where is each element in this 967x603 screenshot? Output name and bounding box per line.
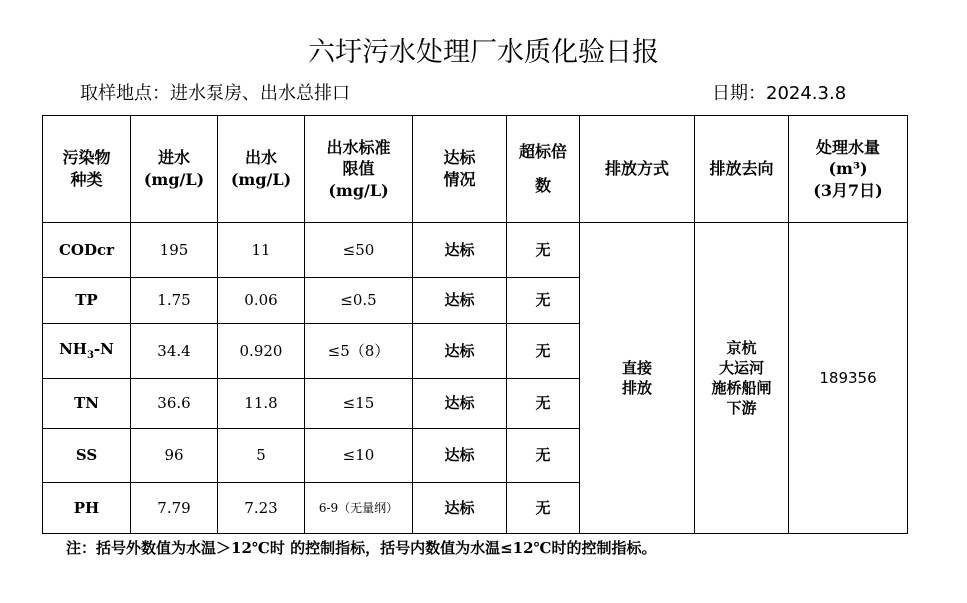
effluent-cell: 11.8 [218,379,305,429]
effluent-cell: 5 [218,429,305,483]
status-cell: 达标 [413,324,507,379]
pollutant-cell: TN [43,379,131,429]
standard-cell: 6-9（无量纲） [305,483,413,534]
standard-cell: ≤5（8） [305,324,413,379]
header-pollutant: 污染物 种类 [43,116,131,223]
effluent-cell: 7.23 [218,483,305,534]
water-quality-table [42,115,908,534]
header-destination: 排放去向 [695,116,789,223]
effluent-cell: 0.06 [218,278,305,324]
header-method: 排放方式 [580,116,695,223]
influent-cell: 36.6 [131,379,218,429]
discharge-method-cell: 直接 排放 [580,223,695,534]
footnote: 注：括号外数值为水温＞12℃时 的控制指标，括号内数值为水温≤12℃时的控制指标。 [66,539,657,557]
exceed-cell: 无 [507,278,580,324]
pollutant-cell: SS [43,429,131,483]
table-row [43,223,908,278]
influent-cell: 7.79 [131,483,218,534]
header-status: 达标 情况 [413,116,507,223]
treated-volume-cell: 189356 [789,223,908,534]
exceed-cell: 无 [507,324,580,379]
pollutant-cell: PH [43,483,131,534]
pollutant-cell: TP [43,278,131,324]
standard-cell: ≤50 [305,223,413,278]
effluent-cell: 11 [218,223,305,278]
report-date: 日期：2024.3.8 [712,83,847,104]
status-cell: 达标 [413,223,507,278]
header-standard: 出水标准 限值 (mg/L) [305,116,413,223]
pollutant-cell: CODcr [43,223,131,278]
header-volume: 处理水量 (m³) (3月7日) [789,116,908,223]
influent-cell: 195 [131,223,218,278]
discharge-destination-cell: 京杭 大运河 施桥船闸 下游 [695,223,789,534]
influent-cell: 1.75 [131,278,218,324]
header-effluent: 出水 (mg/L) [218,116,305,223]
pollutant-cell: $NH_3-N$ [43,324,131,379]
exceed-cell: 无 [507,429,580,483]
influent-cell: 34.4 [131,324,218,379]
exceed-cell: 无 [507,379,580,429]
exceed-cell: 无 [507,483,580,534]
header-influent: 进水 (mg/L) [131,116,218,223]
status-cell: 达标 [413,429,507,483]
report-title: 六圩污水处理厂水质化验日报 [308,37,659,68]
status-cell: 达标 [413,278,507,324]
header-exceed: 超标倍 数 [507,116,580,223]
standard-cell: ≤15 [305,379,413,429]
status-cell: 达标 [413,483,507,534]
standard-cell: ≤0.5 [305,278,413,324]
influent-cell: 96 [131,429,218,483]
table-header-row [43,116,908,223]
status-cell: 达标 [413,379,507,429]
sampling-location: 取样地点：进水泵房、出水总排口 [80,83,350,104]
exceed-cell: 无 [507,223,580,278]
effluent-cell: 0.920 [218,324,305,379]
standard-cell: ≤10 [305,429,413,483]
